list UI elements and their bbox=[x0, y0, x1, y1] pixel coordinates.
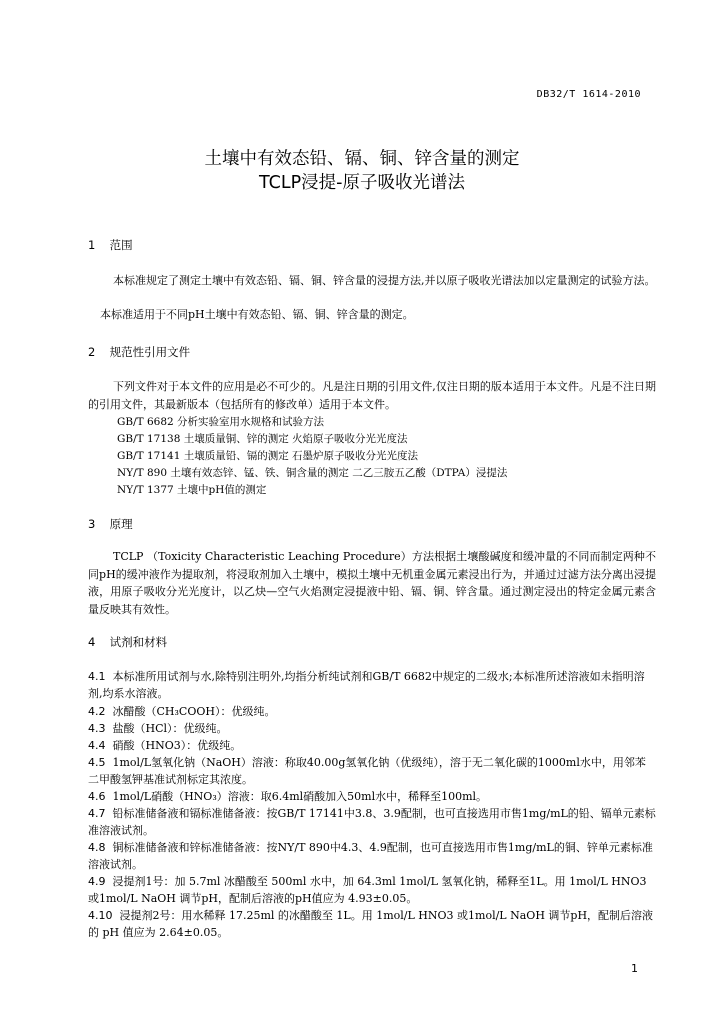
clause-4-2 bbox=[88, 703, 656, 720]
reference-item: NY/T 890 土壤有效态锌、锰、铁、铜含量的测定 二乙三胺五乙酸（DTPA）浸提法 bbox=[117, 467, 508, 479]
clause-4-9 bbox=[88, 873, 656, 907]
reference-item: GB/T 17141 土壤质量铅、镉的测定 石墨炉原子吸收分光光度法 bbox=[117, 450, 419, 462]
clause-4-4 bbox=[88, 737, 656, 754]
clause-4-8 bbox=[88, 839, 656, 873]
clause-4-3 bbox=[88, 720, 656, 737]
reference-item: NY/T 1377 土壤中pH值的测定 bbox=[117, 484, 267, 496]
section-heading-1 bbox=[88, 237, 133, 253]
clause-text: 1mol/L硝酸（HNO₃）溶液：取6.4ml硝酸加入50ml水中，稀释至100ml。 bbox=[112, 790, 488, 803]
clause-number: 4.8 bbox=[88, 841, 106, 854]
title-line-2: TCLP浸提-原子吸收光谱法 bbox=[258, 173, 465, 193]
clause-number: 4.2 bbox=[88, 705, 106, 718]
clause-number: 4.4 bbox=[88, 739, 106, 752]
clause-text: 本标准所用试剂与水,除特别注明外,均指分析纯试剂和GB/T 6682中规定的二级水;本标准所述溶液如未指明溶剂,均系水溶液。 bbox=[88, 670, 645, 700]
clause-4-7 bbox=[88, 805, 656, 839]
section-title: 试剂和材料 bbox=[109, 635, 168, 649]
clause-text: 硝酸（HNO3）：优级纯。 bbox=[112, 739, 242, 752]
section-title: 范围 bbox=[109, 238, 133, 252]
clause-4-1 bbox=[88, 668, 656, 702]
clause-number: 4.5 bbox=[88, 756, 106, 769]
section-heading-3 bbox=[88, 516, 133, 532]
principle-paragraph: TCLP （Toxicity Characteristic Leaching Procedure）方法根据土壤酸碱度和缓冲量的不同而制定两种不同pH的缓冲液作为提取剂，将浸取剂加入土壤中，模拟土壤中无机重金属元素浸出行为，并通过过滤方法分离出浸提液，用原子吸收分光光度计，以乙炔—空气火焰测定浸提液中铅、镉、铜、锌含量。通过测定浸出的特定金属元素含量反映其有效性。 bbox=[88, 550, 656, 616]
clause-text: 铅标准储备液和镉标准储备液：按GB/T 17141中3.8、3.9配制，也可直接选用市售1mg/mL的铅、镉单元素标准溶液试剂。 bbox=[88, 807, 656, 837]
clause-number: 4.10 bbox=[88, 909, 113, 922]
title-line-1: 土壤中有效态铅、镉、铜、锌含量的测定 bbox=[204, 149, 520, 169]
section-number: 3 bbox=[88, 517, 96, 531]
standard-code: DB32/T 1614-2010 bbox=[536, 89, 641, 100]
section-heading-4 bbox=[88, 634, 167, 650]
section-number: 2 bbox=[88, 345, 96, 359]
clause-number: 4.7 bbox=[88, 807, 106, 820]
clause-text: 浸提剂1号：加 5.7ml 冰醋酸至 500ml 水中，加 64.3ml 1mol/L 氢氧化钠，稀释至1L。用 1mol/L HNO3 或1mol/L NaOH 调节pH，配制后溶液的pH值应为 4.93±0.05。 bbox=[88, 875, 647, 905]
page-number: 1 bbox=[631, 962, 638, 975]
section-number: 1 bbox=[88, 238, 96, 252]
section-title: 原理 bbox=[109, 517, 133, 531]
clause-4-6 bbox=[88, 788, 656, 805]
section-number: 4 bbox=[88, 635, 96, 649]
clause-number: 4.9 bbox=[88, 875, 106, 888]
section-heading-2 bbox=[88, 344, 190, 360]
clause-number: 4.6 bbox=[88, 790, 106, 803]
reference-item: GB/T 17138 土壤质量铜、锌的测定 火焰原子吸收分光光度法 bbox=[117, 433, 408, 445]
section-title: 规范性引用文件 bbox=[109, 345, 191, 359]
clause-number: 4.3 bbox=[88, 722, 106, 735]
clause-4-10 bbox=[88, 907, 656, 941]
clause-text: 冰醋酸（CH₃COOH）：优级纯。 bbox=[112, 705, 276, 718]
reference-item: GB/T 6682 分析实验室用水规格和试验方法 bbox=[117, 416, 325, 428]
document-title bbox=[0, 147, 724, 195]
clause-text: 铜标准储备液和锌标准储备液：按NY/T 890中4.3、4.9配制，也可直接选用市售1mg/mL的铜、锌单元素标准溶液试剂。 bbox=[88, 841, 653, 871]
clause-4-5 bbox=[88, 754, 656, 788]
scope-paragraph-1: 本标准规定了测定土壤中有效态铅、镉、铜、锌含量的浸提方法,并以原子吸收光谱法加以定量测定的试验方法。 bbox=[113, 274, 656, 287]
clause-text: 浸提剂2号：用水稀释 17.25ml 的冰醋酸至 1L。用 1mol/L HNO3 或1mol/L NaOH 调节pH，配制后溶液的 pH 值应为 2.64±0.05。 bbox=[88, 909, 654, 939]
clause-number: 4.1 bbox=[88, 670, 106, 683]
scope-paragraph-2: 本标准适用于不同pH土壤中有效态铅、镉、铜、锌含量的测定。 bbox=[100, 308, 414, 321]
clause-text: 盐酸（HCl）：优级纯。 bbox=[112, 722, 228, 735]
normative-refs-intro: 下列文件对于本文件的应用是必不可少的。凡是注日期的引用文件,仅注日期的版本适用于本文件。凡是不注日期的引用文件，其最新版本（包括所有的修改单）适用于本文件。 bbox=[88, 380, 656, 411]
clause-text: 1mol/L氢氧化钠（NaOH）溶液：称取40.00g氢氧化钠（优级纯），溶于无二氧化碳的1000ml水中，用邻苯二甲酸氢钾基准试剂标定其浓度。 bbox=[88, 756, 646, 786]
